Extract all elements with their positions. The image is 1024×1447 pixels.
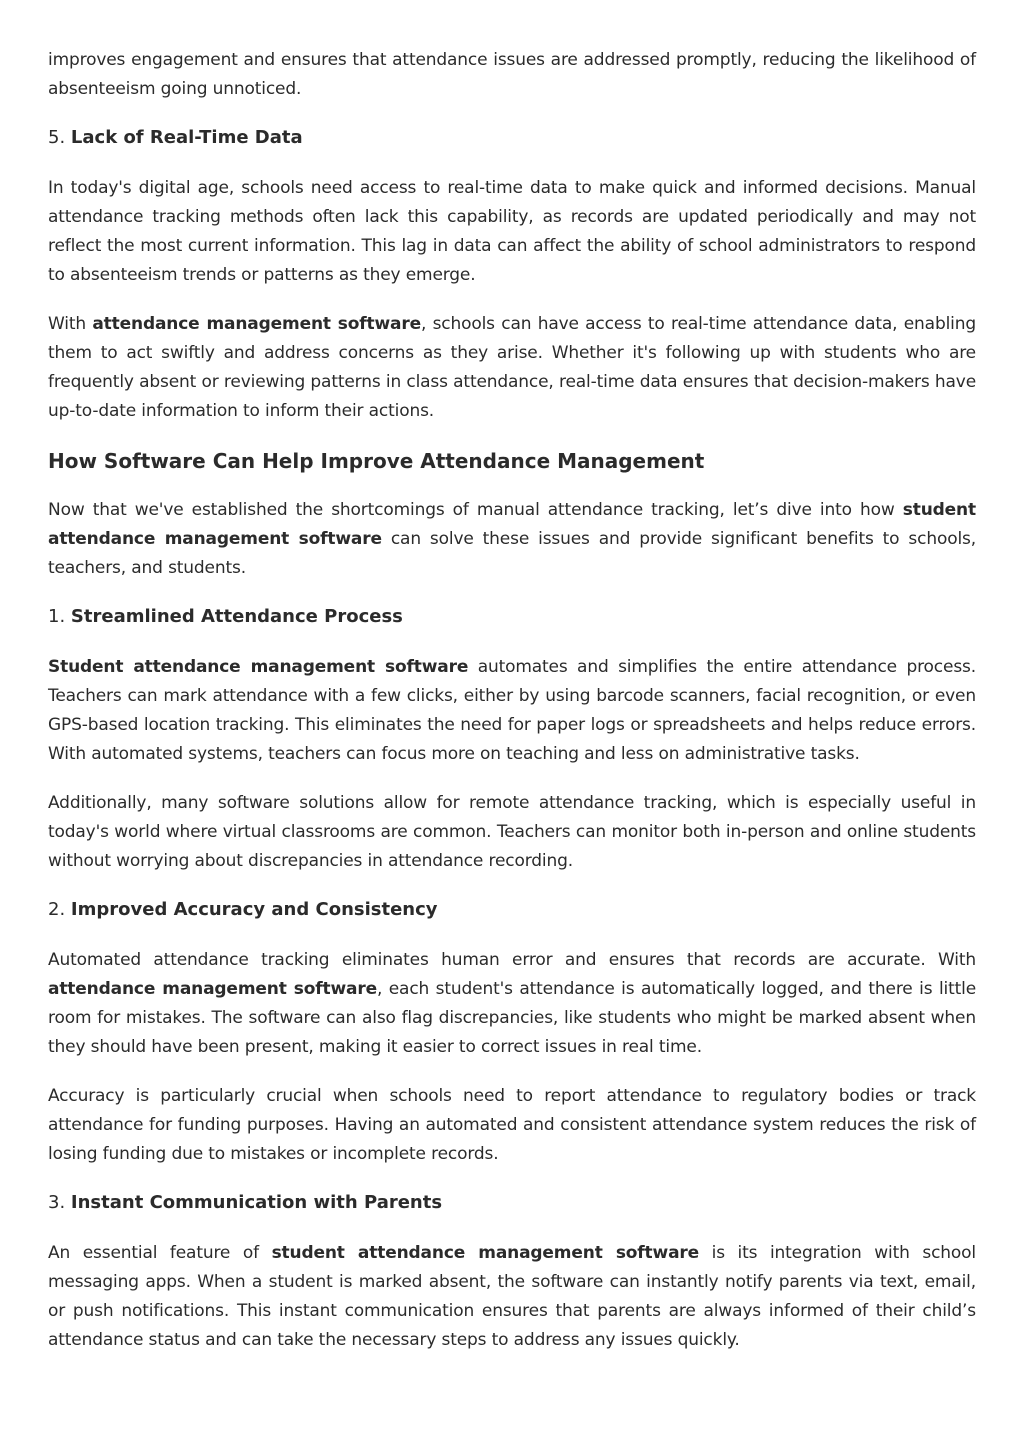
list-item-title: Improved Accuracy and Consistency xyxy=(70,899,438,920)
text: In today's digital age, schools need access to real-time data to make quick and informed decisions. Manual attendance tracking methods often lack this capability, as records are updated periodically and may not reflect the most current information. This lag in data can affect the ability of school administrators to respond to absenteeism trends or patterns as they emerge. xyxy=(48,178,976,285)
paragraph-accuracy-1 xyxy=(48,946,976,1062)
paragraph-streamlined-1 xyxy=(48,653,976,769)
paragraph-accuracy-2 xyxy=(48,1082,976,1169)
text: improves engagement and ensures that attendance issues are addressed promptly, reducing the likelihood of absenteeism going unnoticed. xyxy=(48,50,976,99)
bold-keyword: attendance management software xyxy=(92,314,421,334)
list-item-title: Streamlined Attendance Process xyxy=(70,606,403,627)
paragraph-realtime-1 xyxy=(48,174,976,290)
bold-keyword: student attendance management software xyxy=(271,1243,700,1263)
bold-keyword: student attendance management software xyxy=(48,500,976,549)
text: , schools can have access to real-time attendance data, enabling them to act swiftly and address concerns as they arise. Whether it's following up with students who are frequently absent or reviewing patterns in class attendance, real-time data ensures that decision-makers have up-to-date information to inform their actions. xyxy=(48,314,976,421)
text: is its integration with school messaging apps. When a student is marked absent, the software can instantly notify parents via text, email, or push notifications. This instant communication ensures that parents are always informed of their child’s attendance status and can take the necessary steps to address any issues quickly. xyxy=(48,1243,976,1350)
text: With xyxy=(48,314,93,334)
text: automates and simplifies the entire attendance process. Teachers can mark attendance with a few clicks, either by using barcode scanners, facial recognition, or even GPS-based location tracking. This eliminates the need for paper logs or spreadsheets and helps reduce errors. With automated systems, teachers can focus more on teaching and less on administrative tasks. xyxy=(48,657,976,764)
text: Automated attendance tracking eliminates human error and ensures that records are accurate. With xyxy=(48,950,976,970)
paragraph-communication-1 xyxy=(48,1239,976,1355)
list-number: 5. xyxy=(48,127,66,148)
list-item-title: Instant Communication with Parents xyxy=(70,1192,443,1213)
list-number: 2. xyxy=(48,899,66,920)
text: can solve these issues and provide significant benefits to schools, teachers, and students. xyxy=(48,529,976,578)
paragraph-section-intro xyxy=(48,496,976,583)
text: Accuracy is particularly crucial when schools need to report attendance to regulatory bodies or track attendance for funding purposes. Having an automated and consistent attendance system reduces the risk of losing funding due to mistakes or incomplete records. xyxy=(48,1086,976,1164)
text: Additionally, many software solutions allow for remote attendance tracking, which is especially useful in today's world where virtual classrooms are common. Teachers can monitor both in-person and online students without worrying about discrepancies in attendance recording. xyxy=(48,793,976,871)
list-item-heading-3 xyxy=(48,1189,976,1217)
list-item-title: Lack of Real-Time Data xyxy=(70,127,303,148)
list-number: 3. xyxy=(48,1192,66,1213)
list-item-heading-2 xyxy=(48,896,976,924)
text: Now that we've established the shortcomings of manual attendance tracking, let’s dive into how xyxy=(48,500,903,520)
bold-keyword: attendance management software xyxy=(48,979,377,999)
list-item-heading-1 xyxy=(48,603,976,631)
list-item-heading-5 xyxy=(48,124,976,152)
text: , each student's attendance is automatically logged, and there is little room for mistakes. The software can also flag discrepancies, like students who might be marked absent when they should have been present, making it easier to correct issues in real time. xyxy=(48,979,976,1057)
text: An essential feature of xyxy=(48,1243,272,1263)
paragraph-intro-continuation xyxy=(48,46,976,104)
article-body xyxy=(48,46,976,1375)
paragraph-streamlined-2 xyxy=(48,789,976,876)
bold-keyword: Student attendance management software xyxy=(48,657,469,677)
list-number: 1. xyxy=(48,606,66,627)
section-heading: How Software Can Help Improve Attendance Management xyxy=(48,449,705,473)
paragraph-realtime-2 xyxy=(48,310,976,426)
